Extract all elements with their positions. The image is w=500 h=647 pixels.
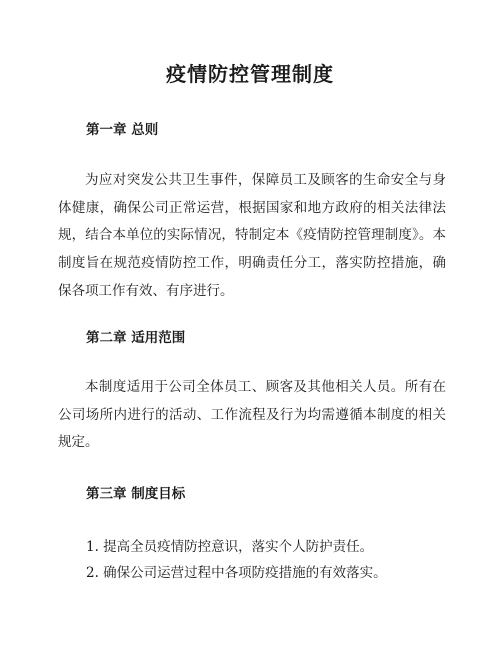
list-item: 2. 确保公司运营过程中各项防疫措施的有效落实。 [86, 565, 387, 581]
document-title: 疫情防控管理制度 [166, 62, 334, 86]
chapter-2-heading: 第二章 适用范围 [86, 330, 186, 346]
chapter-3-heading: 第三章 制度目标 [86, 486, 186, 502]
chapter-1-paragraph: 为应对突发公共卫生事件，保障员工及顾客的生命安全与身体健康，确保公司正常运营，根据国家和地方政府的相关法律法规，结合本单位的实际情况，特制定本《疫情防控管理制度》。本制度旨在规范疫情防控工作，明确责任分工，落实防控措施，确保各项工作有效、有序进行。 [58, 172, 446, 299]
chapter-1-heading: 第一章 总则 [86, 122, 159, 138]
list-item: 1. 提高全员疫情防控意识，落实个人防护责任。 [86, 539, 374, 555]
chapter-2-paragraph: 本制度适用于公司全体员工、顾客及其他相关人员。所有在公司场所内进行的活动、工作流程及行为均需遵循本制度的相关规定。 [58, 379, 446, 451]
chapter-3-goal-list [86, 534, 446, 586]
